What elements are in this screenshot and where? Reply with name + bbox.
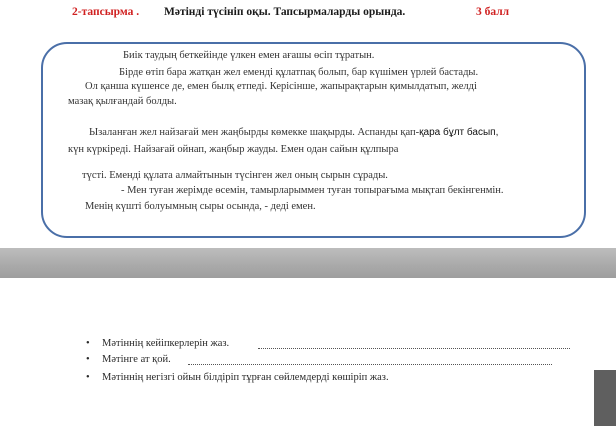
- task-item-text: Мәтіннің негізгі ойын білдіріп тұрған сөйлемдерді көшіріп жаз.: [102, 372, 389, 383]
- passage-line-text: Ызаланған жел найзағай мен жаңбырды көмекке шақырды. Аспанды қап-: [89, 127, 420, 138]
- passage-line: мазақ қылғандай болды.: [68, 96, 177, 107]
- bullet-icon: •: [86, 372, 90, 383]
- scroll-shadow: [594, 370, 616, 426]
- passage-line: Ол қанша күшенсе де, емен былқ етпеді. Керісінше, жапырақтарын қимылдатып, желді: [85, 81, 477, 92]
- page-gap: [0, 248, 616, 278]
- bullet-icon: •: [86, 338, 90, 349]
- task-instruction: Мәтінді түсініп оқы. Тапсырмаларды орында.: [164, 6, 406, 18]
- passage-line: Бірде өтіп бара жатқан жел еменді құлатпақ болып, бар күшімен үрлей бастады.: [119, 67, 479, 78]
- passage-line: [89, 127, 498, 138]
- passage-line: - Мен туған жерімде өсемін, тамырларыммен туған топырағыма мықтап бекінгенмін.: [121, 185, 504, 196]
- passage-line: Менің күшті болуымның сыры осында, - деді емен.: [85, 201, 316, 212]
- answer-line[interactable]: [258, 348, 570, 349]
- passage-line: күн күркіреді. Найзағай ойнап, жаңбыр жауды. Емен одан сайын құлпыра: [68, 144, 399, 155]
- worksheet-page-bottom: [0, 278, 616, 426]
- task-points: 3 балл: [476, 6, 510, 18]
- task-header: [72, 6, 572, 22]
- passage-line: түсті. Еменді құлата алмайтынын түсінген жел оның сырын сұрады.: [82, 170, 388, 181]
- task-item-text: Мәтіннің кейіпкерлерін жаз.: [102, 338, 230, 349]
- task-number: 2-тапсырма .: [72, 6, 140, 18]
- task-item-text: Мәтінге ат қой.: [102, 354, 171, 365]
- answer-line[interactable]: [188, 364, 552, 365]
- passage-line: Биік таудың беткейінде үлкен емен ағашы өсіп тұратын.: [123, 50, 375, 61]
- bullet-icon: •: [86, 354, 90, 365]
- handwritten-insert: қара бұлт басып,: [419, 127, 499, 138]
